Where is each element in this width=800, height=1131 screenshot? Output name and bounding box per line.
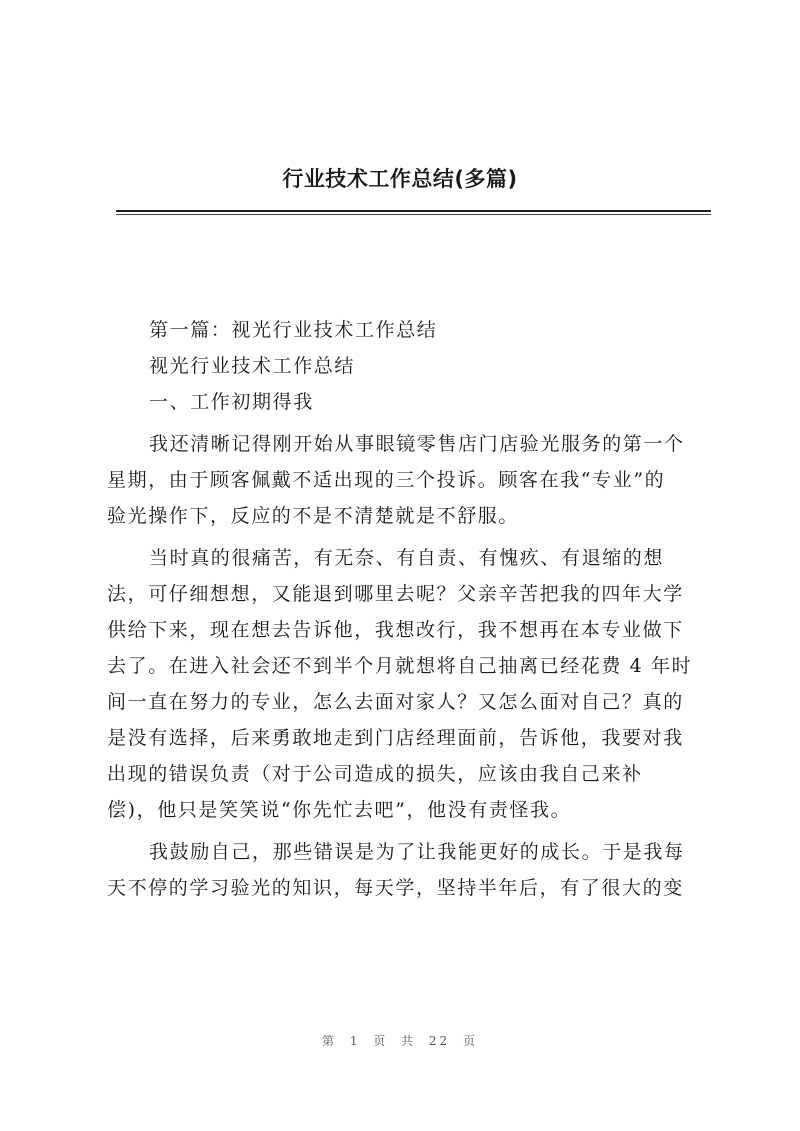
subtitle: 视光行业技术工作总结 <box>149 355 356 377</box>
paragraph-line: 验光操作下，反应的不是不清楚就是不舒服。 <box>107 505 520 527</box>
paragraph-line: 我还清晰记得刚开始从事眼镜零售店门店验光服务的第一个 <box>149 433 685 455</box>
paragraph-line: 我鼓励自己，那些错误是为了让我能更好的成长。于是我每 <box>149 841 685 863</box>
paragraph-line: 当时真的很痛苦，有无奈、有自责、有愧疚、有退缩的想 <box>149 547 665 569</box>
title-divider-thin <box>116 214 711 215</box>
paragraph-line: 出现的错误负责（对于公司造成的损失，应该由我自己来补 <box>107 763 643 785</box>
paragraph-line: 是没有选择，后来勇敢地走到门店经理面前，告诉他，我要对我 <box>107 727 684 749</box>
paragraph-line: 偿)，他只是笑笑说“你先忙去吧”，他没有责怪我。 <box>107 799 572 821</box>
section-heading: 第一篇：视光行业技术工作总结 <box>149 319 438 341</box>
paragraph-line: 星期，由于顾客佩戴不适出现的三个投诉。顾客在我“专业”的 <box>107 469 666 491</box>
paragraph-line: 间一直在努力的专业，怎么去面对家人？又怎么面对自己？真的 <box>107 691 684 713</box>
title-divider <box>116 210 711 212</box>
paragraph-line: 去了。在进入社会还不到半个月就想将自己抽离已经花费 4 年时 <box>107 655 693 677</box>
document-title: 行业技术工作总结(多篇) <box>282 167 518 191</box>
document-body <box>107 312 712 906</box>
paragraph-line: 供给下来，现在想去告诉他，我想改行，我不想再在本专业做下 <box>107 619 684 641</box>
paragraph-line: 法，可仔细想想，又能退到哪里去呢？父亲辛苦把我的四年大学 <box>107 583 684 605</box>
paragraph-line: 天不停的学习验光的知识，每天学，坚持半年后，有了很大的变 <box>107 877 684 899</box>
subsection-heading: 一、工作初期得我 <box>149 391 314 413</box>
page-number-footer: 第 1 页 共 22 页 <box>322 1034 478 1048</box>
